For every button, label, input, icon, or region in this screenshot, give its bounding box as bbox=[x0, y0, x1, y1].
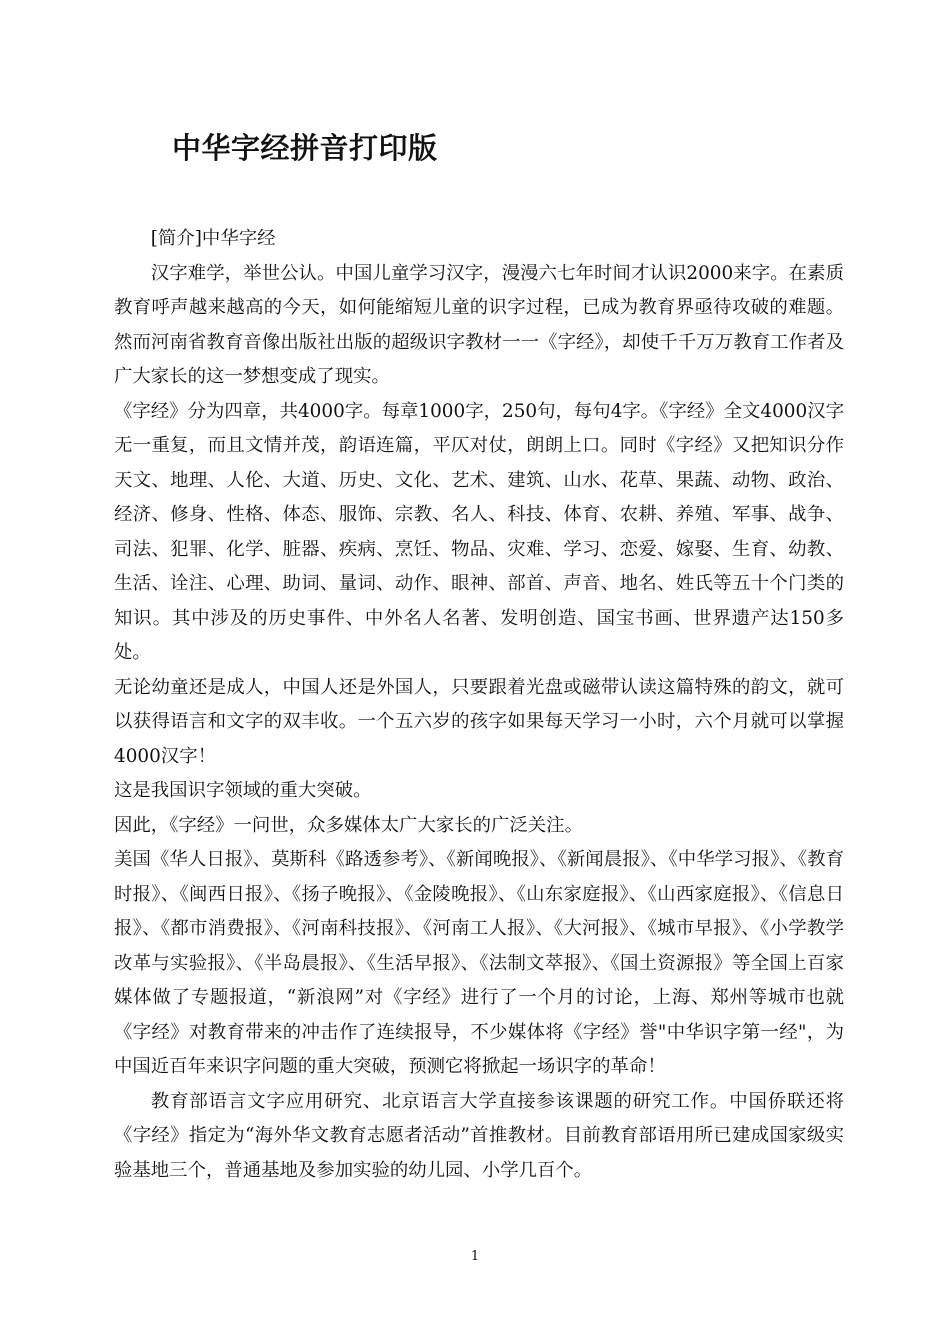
paragraph: 汉字难学，举世公认。中国儿童学习汉字，漫漫六七年时间才认识2000来字。在素质教育呼声越来越高的今天，如何能缩短儿童的识字过程，已成为教育界亟待攻破的难题。然而河南省教育音像出版社出版的超级识字教材一一《字经》，却使千千万万教育工作者及广大家长的这一梦想变成了现实。 bbox=[114, 262, 844, 387]
paragraph: 这是我国识字领域的重大突破。 bbox=[114, 780, 372, 801]
paragraph: 美国《华人日报》、莫斯科《路透参考》、《新闻晚报》、《新闻晨报》、《中华学习报》、《教育时报》、《闽西日报》、《扬子晚报》、《金陵晚报》、《山东家庭报》、《山西家庭报》、《信息日报》、《都市消费报》、《河南科技报》、《河南工人报》、《大河报》、《城市早报》、《小学教学改革与实验报》、《半岛晨报》、《生活早报》、《法制文萃报》、《国土资源报》等全国上百家媒体做了专题报道，“新浪网”对《字经》进行了一个月的讨论，上海、郑州等城市也就《字经》对教育带来的冲击作了连续报导，不少媒体将《字经》誉"中华识字第一经"，为中国近百年来识字问题的重大突破，预测它将掀起一场识字的革命！ bbox=[114, 849, 844, 1077]
paragraph: 无论幼童还是成人，中国人还是外国人，只要跟着光盘或磁带认读这篇特殊的韵文，就可以获得语言和文字的双丰收。一个五六岁的孩字如果每天学习一小时，六个月就可以掌握4000汉字！ bbox=[114, 676, 844, 767]
paragraph: 因此，《字经》一问世，众多媒体太广大家长的广泛关注。 bbox=[114, 814, 583, 836]
page-number: 1 bbox=[470, 1249, 480, 1264]
paragraph: 教育部语言文字应用研究、北京语言大学直接参该课题的研究工作。中国侨联还将《字经》指定为“海外华文教育志愿者活动”首推教材。目前教育部语用所已建成国家级实验基地三个，普通基地及参加实验的幼儿园、小学几百个。 bbox=[114, 1090, 844, 1181]
paragraph: 《字经》分为四章，共4000字。每章1000字，250句，每句4字。《字经》全文4000汉字无一重复，而且文情并茂，韵语连篇，平仄对仗，朗朗上口。同时《字经》又把知识分作天文、地理、人伦、大道、历史、文化、艺术、建筑、山水、花草、果蔬、动物、政治、经济、修身、性格、体态、服饰、宗教、名人、科技、体育、农耕、养殖、军事、战争、司法、犯罪、化学、脏器、疾病、烹饪、物品、灾难、学习、恋爱、嫁娶、生育、幼教、生活、诠注、心理、助词、量词、动作、眼神、部首、声音、地名、姓氏等五十个门类的知识。其中涉及的历史事件、中外名人名著、发明创造、国宝书画、世界遗产达150多处。 bbox=[114, 400, 844, 663]
document-body bbox=[114, 222, 844, 1188]
document-title: 中华字经拼音打印版 bbox=[172, 131, 438, 165]
paragraph-intro-heading: [简介]中华字经 bbox=[150, 228, 276, 249]
